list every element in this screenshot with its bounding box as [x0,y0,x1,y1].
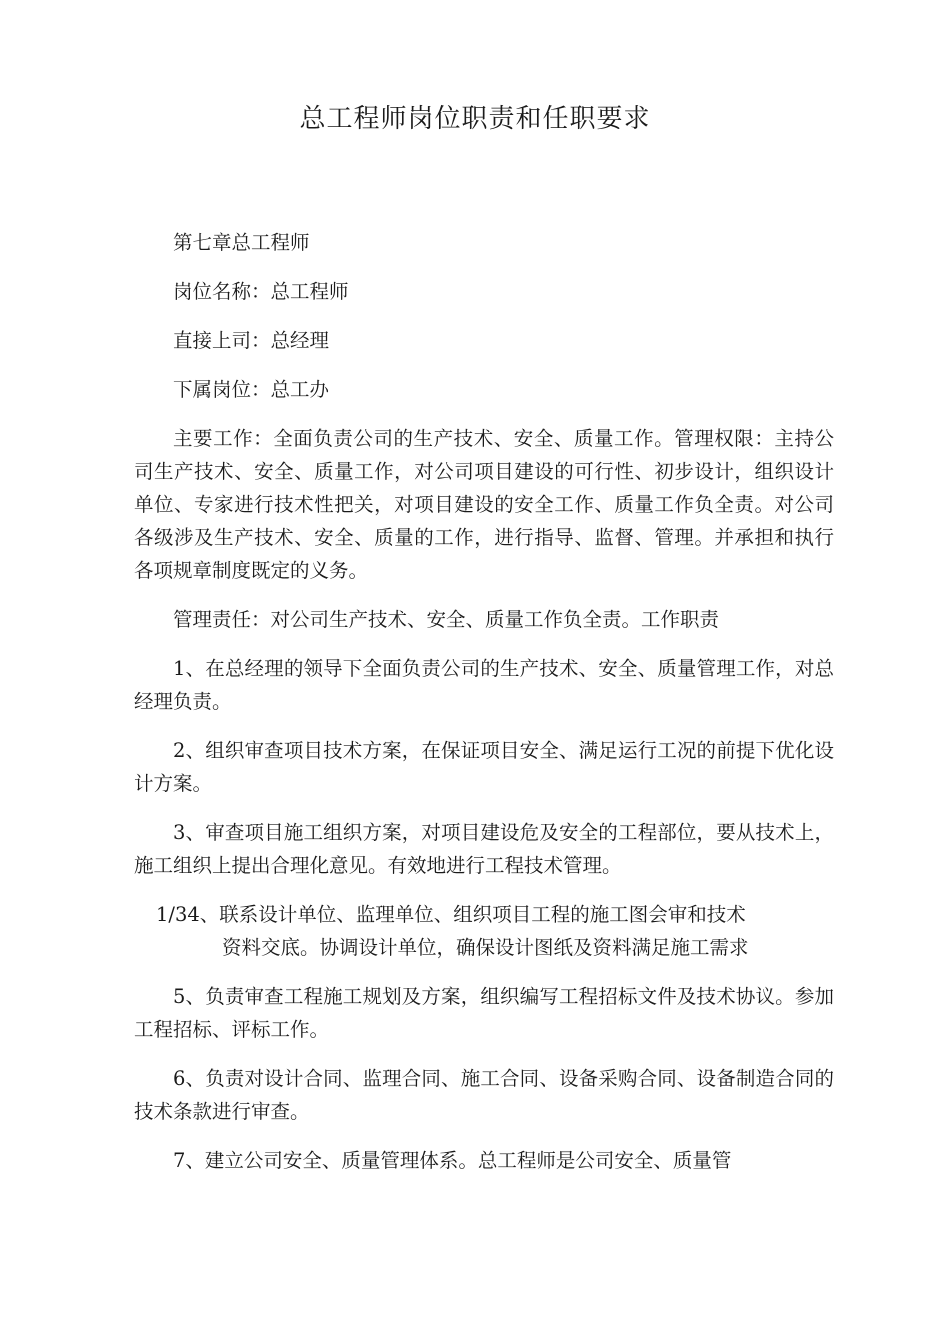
duty-item-3: 3、审查项目施工组织方案，对项目建设危及安全的工程部位，要从技术上，施工组织上提出合理化意见。有效地进行工程技术管理。 [134,821,834,877]
duty-item-7: 7、建立公司安全、质量管理体系。总工程师是公司安全、质量管 [173,1149,732,1172]
management-responsibility: 管理责任：对公司生产技术、安全、质量工作负全责。工作职责 [173,608,720,631]
main-work-paragraph: 主要工作：全面负责公司的生产技术、安全、质量工作。管理权限：主持公司生产技术、安全、质量工作，对公司项目建设的可行性、初步设计，组织设计单位、专家进行技术性把关，对项目建设的安全工作、质量工作负全责。对公司各级涉及生产技术、安全、质量的工作，进行指导、监督、管理。并承担和执行各项规章制度既定的义务。 [134,427,834,582]
position-name: 岗位名称：总工程师 [173,280,349,303]
duty-item-4-line-2: 资料交底。协调设计单位，确保设计图纸及资料满足施工需求 [222,936,749,959]
document-title: 总工程师岗位职责和任职要求 [299,104,651,134]
direct-superior: 直接上司：总经理 [173,329,330,352]
duty-item-1: 1、在总经理的领导下全面负责公司的生产技术、安全、质量管理工作，对总经理负责。 [134,657,834,713]
duty-item-5: 5、负责审查工程施工规划及方案，组织编写工程招标文件及技术协议。参加工程招标、评标工作。 [134,985,834,1041]
duty-item-4-line-1: 1/34、联系设计单位、监理单位、组织项目工程的施工图会审和技术 [156,903,746,926]
document-body [134,226,834,1193]
duty-item-6: 6、负责对设计合同、监理合同、施工合同、设备采购合同、设备制造合同的技术条款进行审查。 [134,1067,834,1123]
chapter-heading: 第七章总工程师 [173,231,310,254]
subordinate-position: 下属岗位：总工办 [173,378,330,401]
duty-item-2: 2、组织审查项目技术方案，在保证项目安全、满足运行工况的前提下优化设计方案。 [134,739,834,795]
duty-item-4 [134,898,834,964]
